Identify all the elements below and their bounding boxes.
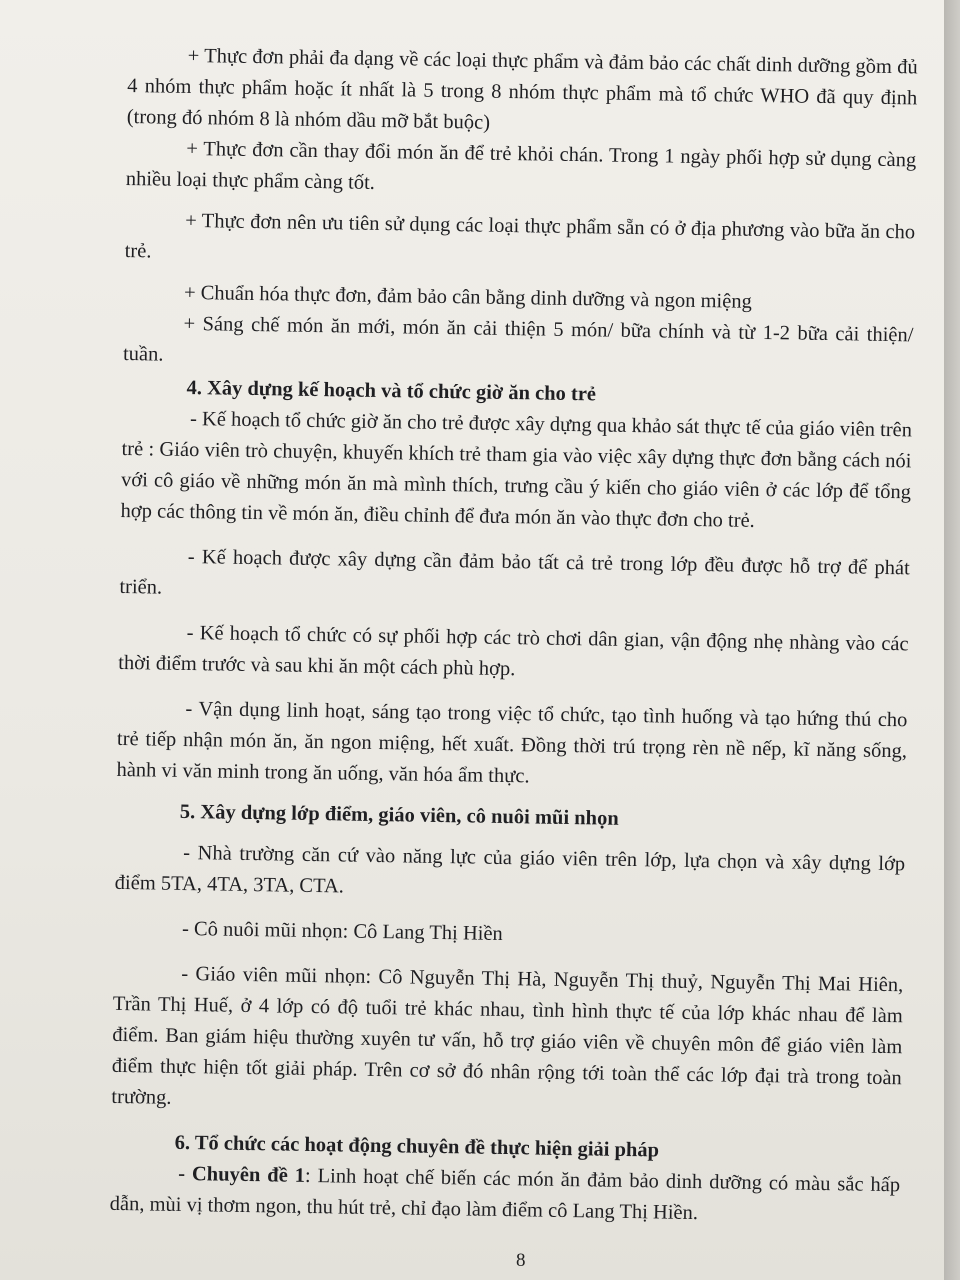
paragraph-menu-diversity: + Thực đơn phải đa dạng về các loại thực phẩm và đảm bảo các chất dinh dưỡng gồm đủ 4 nhóm thực phẩm hoặc ít nhất là 5 trong 8 nhóm thực phẩm mà tổ chức WHO đã quy định (trong đó nhóm 8 là nhóm dầu mỡ bắt buộc) <box>126 44 918 134</box>
paragraph-local-food: + Thực đơn nên ưu tiên sử dụng các loại thực phẩm sẵn có ở địa phương vào bữa ăn cho trẻ. <box>124 209 916 263</box>
page-number: 8 <box>516 1250 526 1271</box>
topic-1-text: : Linh hoạt chế biến các món ăn đảm bảo dinh dưỡng có màu sắc hấp dẫn, mùi vị thơm ngon, thu hút trẻ, chỉ đạo làm điểm cô Lang Thị Hiền. <box>109 1164 901 1225</box>
section-heading-4: 4. Xây dựng kế hoạch và tổ chức giờ ăn cho trẻ <box>186 376 597 406</box>
paragraph-plan-support: - Kế hoạch được xây dựng cần đảm bảo tất cả trẻ trong lớp đều được hỗ trợ để phát triển. <box>119 546 910 599</box>
paragraph-folk-games: - Kế hoạch tổ chức có sự phối hợp các trò chơi dân gian, vận động nhẹ nhàng vào các thời điểm trước và sau khi ăn một cách phù hợp. <box>118 621 909 681</box>
section-heading-5: 5. Xây dựng lớp điểm, giáo viên, cô nuôi mũi nhọn <box>179 800 619 830</box>
paragraph-menu-change: + Thực đơn cần thay đổi món ăn để trẻ khỏi chán. Trong 1 ngày phối hợp sử dụng càng nhiều loại thực phẩm càng tốt. <box>125 137 917 194</box>
paragraph-lead-teachers: - Giáo viên mũi nhọn: Cô Nguyễn Thị Hà, Nguyễn Thị thuỷ, Nguyễn Thị Mai Hiên, Trần Thị Huế, ở 4 lớp có độ tuổi trẻ khác nhau, tình hình thực tế của lớp khác nhau để làm điểm. Ban giám hiệu thường xuyên tư vấn, hỗ trợ giáo viên về chuyên môn để giáo viên làm điểm thực hiện tốt giải pháp. Trên cơ sở đó nhân rộng tới toàn thể các lớp đại trà trong toàn trường. <box>111 962 904 1109</box>
section-heading-6: 6. Tổ chức các hoạt động chuyên đề thực hiện giải pháp <box>174 1131 660 1162</box>
topic-1-label: - Chuyên đề 1 <box>178 1162 306 1187</box>
page-content <box>109 40 917 1232</box>
paragraph-meal-plan: - Kế hoạch tổ chức giờ ăn cho trẻ được xây dựng qua khảo sát thực tế của giáo viên trên trẻ : Giáo viên trò chuyện, khuyến khích trẻ tham gia vào việc xây dựng thực đơn bằng cách nói với cô giáo về những món ăn mà mình thích, trưng cầu ý kiến cho giáo viên ở các lớp để tổng hợp các thông tin về món ăn, điều chỉnh để đưa món ăn vào thực đơn cho trẻ. <box>120 408 913 532</box>
paragraph-standardize-menu: + Chuẩn hóa thực đơn, đảm bảo cân bằng dinh dưỡng và ngon miệng <box>183 281 752 313</box>
paragraph-flexible-organization: - Vận dụng linh hoạt, sáng tạo trong việc tổ chức, tạo tình huống và tạo hứng thú cho trẻ tiếp nhận món ăn, ăn ngon miệng, hết xuất. Đồng thời trú trọng rèn nề nếp, kĩ năng sống, hành vi văn minh trong ăn uống, văn hóa ẩm thực. <box>116 697 908 788</box>
page-edge-shadow <box>944 0 960 1280</box>
paragraph-topic-1 <box>109 1158 900 1232</box>
paragraph-new-dishes: + Sáng chế món ăn mới, món ăn cải thiện 5 món/ bữa chính và từ 1-2 bữa cải thiện/ tuần. <box>122 312 914 366</box>
paragraph-model-class: - Nhà trường căn cứ vào năng lực của giáo viên trên lớp, lựa chọn và xây dựng lớp điểm 5TA, 4TA, 3TA, CTA. <box>114 841 906 898</box>
paragraph-lead-cook: - Cô nuôi mũi nhọn: Cô Lang Thị Hiền <box>181 917 503 945</box>
